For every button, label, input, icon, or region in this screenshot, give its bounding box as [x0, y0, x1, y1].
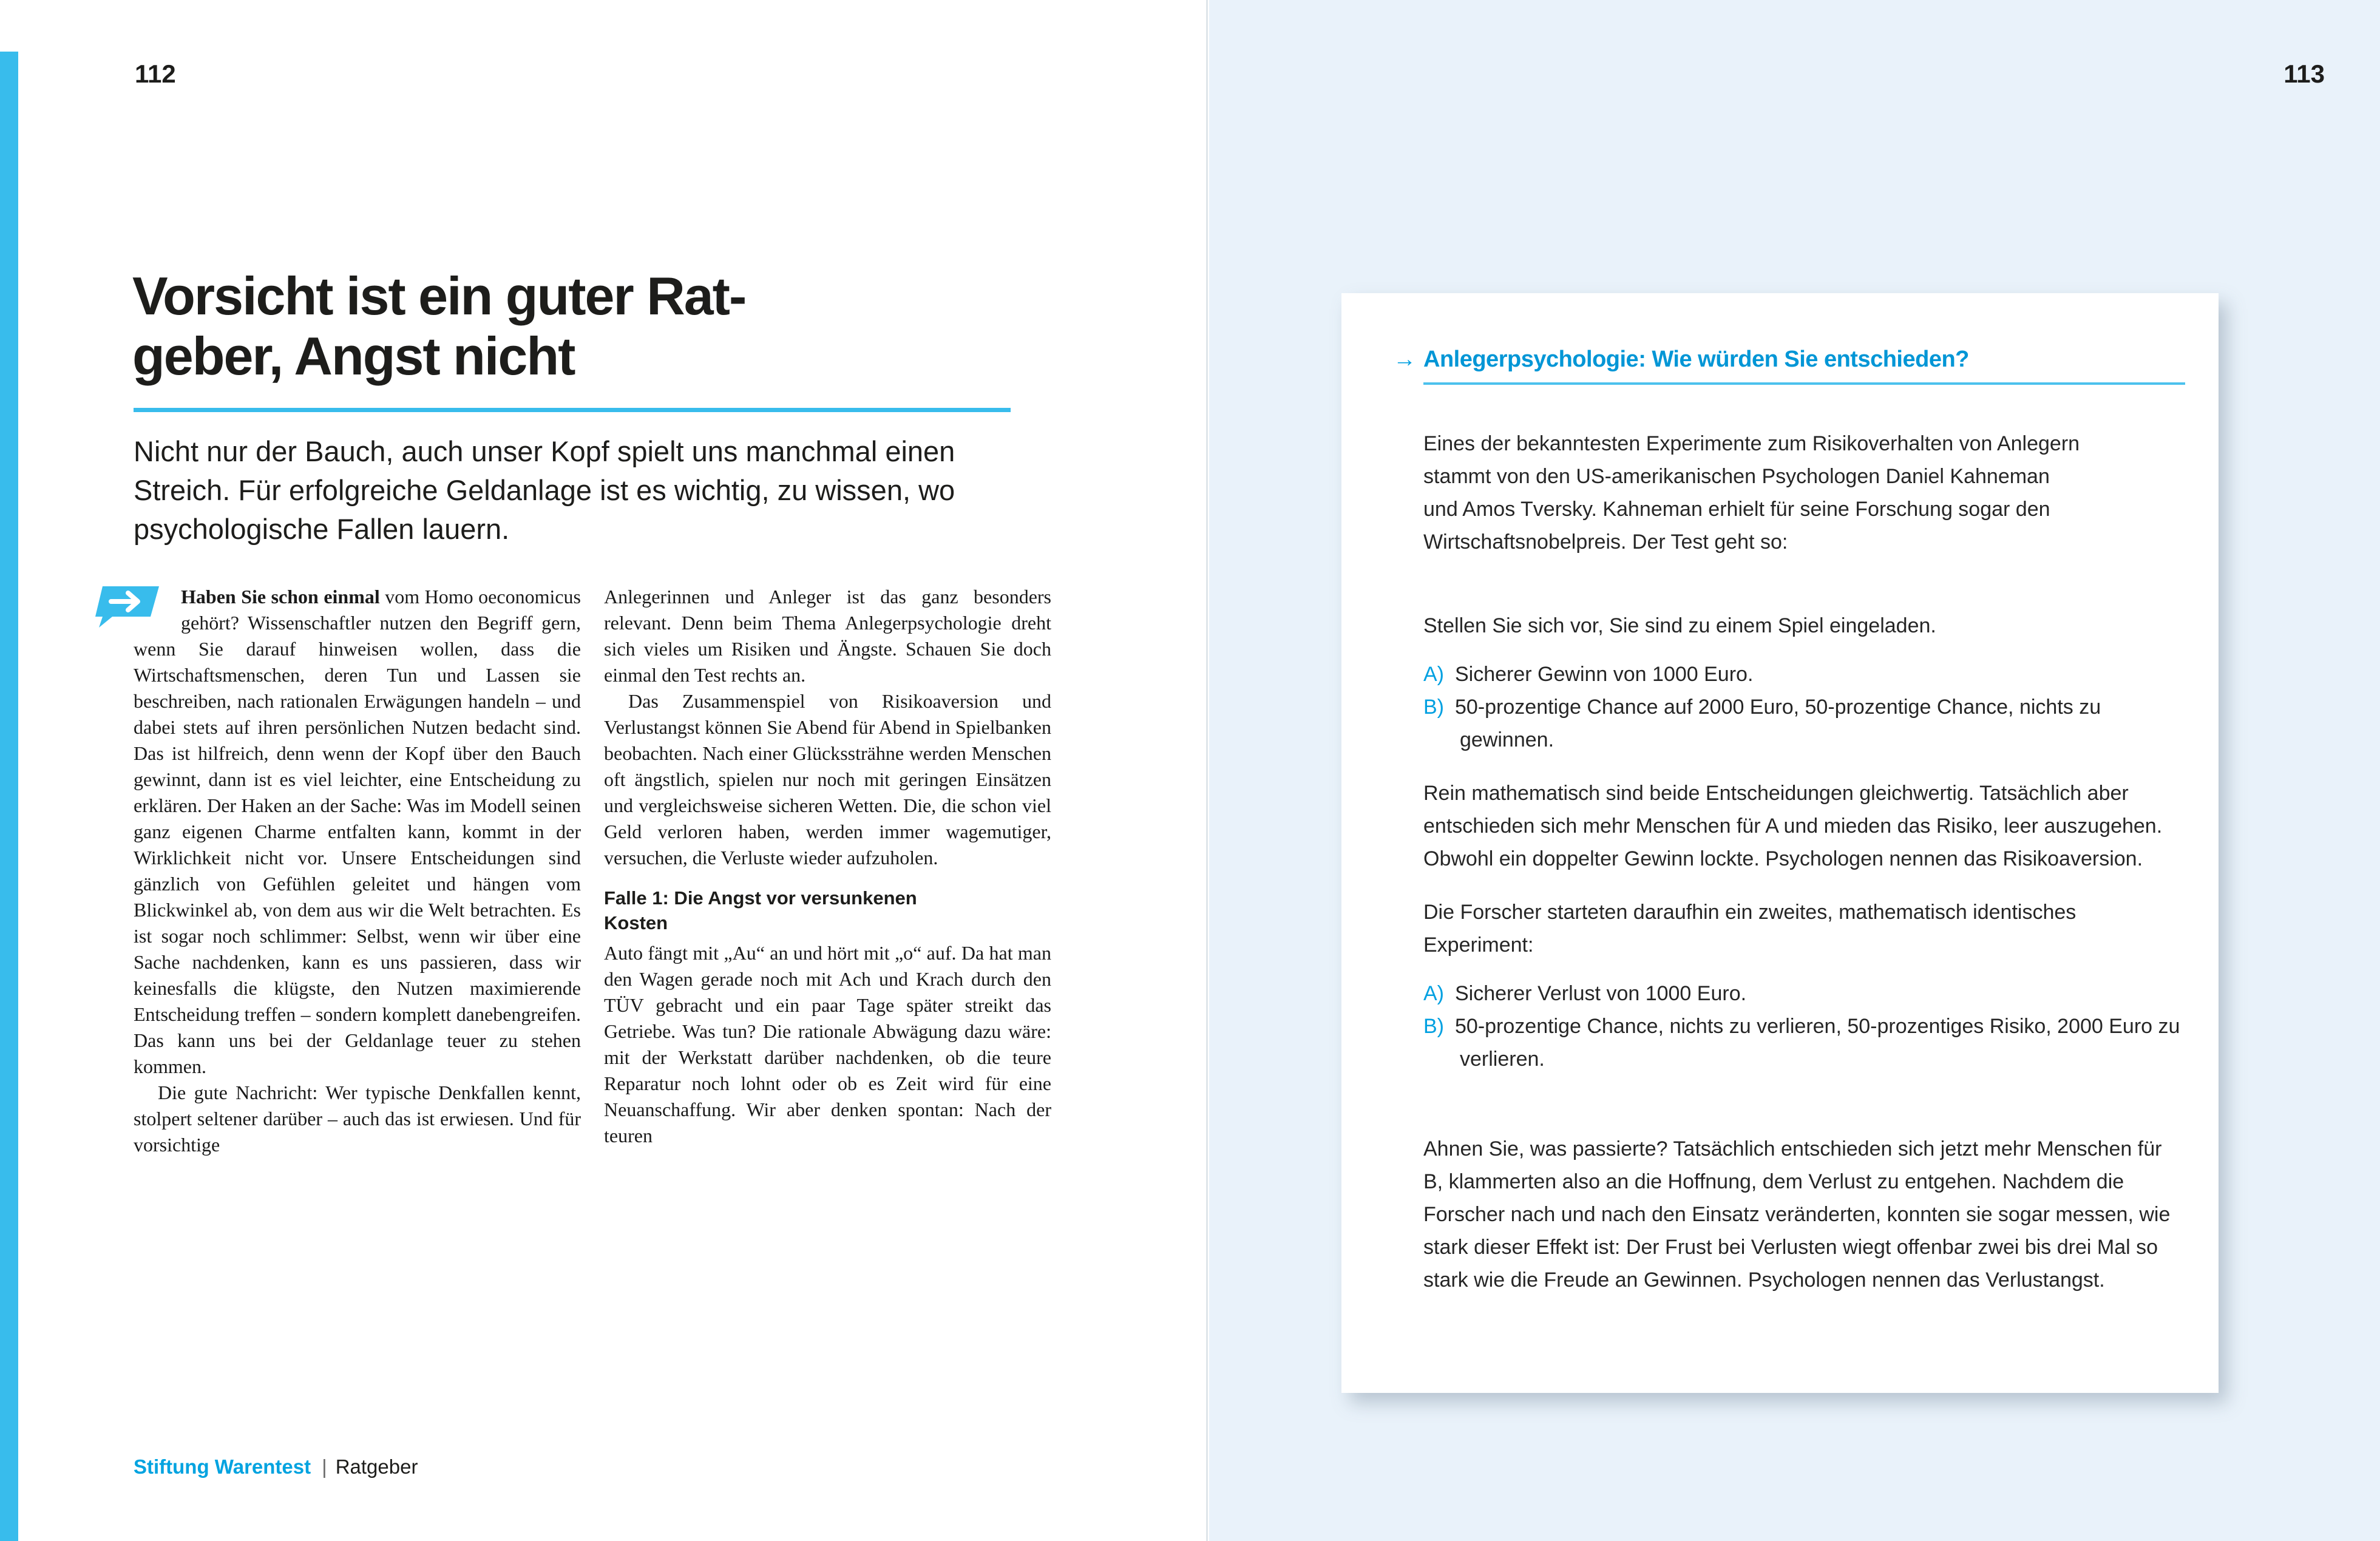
speech-bubble-arrow-icon	[94, 586, 159, 630]
option-b	[1423, 1010, 2185, 1075]
article-title-line-1: Vorsicht ist ein guter Rat-	[132, 266, 746, 326]
paragraph-lead	[134, 584, 581, 1080]
experiment-2-options	[1423, 977, 2185, 1075]
page-number-left: 112	[135, 59, 176, 88]
psychology-test-card	[1341, 293, 2219, 1393]
paragraph: Auto fängt mit „Au“ an und hört mit „o“ auf. Da hat man den Wagen gerade noch mit Ach und Krach durch den TÜV gebracht und ein paar Tage später streikt das Getriebe. Was tun? Die rationale Abwägung dazu wäre: mit der Werkstatt darüber nachdenken, ob die teure Reparatur noch lohnt oder ob es Zeit wird für eine Neuanschaffung. Wir aber denken spontan: Nach der teuren	[604, 942, 1051, 1146]
paragraph: Das Zusammenspiel von Risikoaversion und Verlustangst können Sie Abend für Abend in Spielbanken beobachten. Nach einer Glückssträhne werden Menschen oft ängstlich, spielen nur noch mit geringen Einsätzen und vergleichsweise sicheren Wetten. Die, die schon viel Geld verloren haben, werden immer wagemutiger, versuchen, die Verluste wieder aufzuholen.	[604, 690, 1051, 869]
footer-separator: |	[322, 1455, 327, 1478]
option-b-text: 50-prozentige Chance auf 2000 Euro, 50-prozentige Chance, nichts zu gewinnen.	[1455, 696, 2101, 751]
body-column-2	[604, 584, 1051, 1149]
article-subtitle: Nicht nur der Bauch, auch unser Kopf spielt uns manchmal einen Streich. Für erfolgreiche Geldanlage ist es wichtig, zu wissen, wo psychologische Fallen lauern.	[134, 435, 955, 545]
option-a-text: Sicherer Gewinn von 1000 Euro.	[1455, 663, 1754, 686]
lead-paragraph-text: vom Homo oeconomicus gehört? Wissenschaftler nutzen den Begriff gern, wenn Sie darauf hinweisen wollen, dass die Wirtschaftsmenschen, deren Tun und Lassen sie beschreiben, nach rationalen Erwägungen handeln – und dabei stets auf ihren persönlichen Nutzen bedacht sind. Das ist hilfreich, denn wenn der Kopf über den Bauch gewinnt, dann ist es viel leichter, eine Entscheidung zu erklären. Der Haken an der Sache: Was im Modell seinen ganz eigenen Charme entfalten kann, kommt in der Wirklichkeit nicht vor. Unsere Entscheidungen sind gänzlich von Gefühlen geleitet und hängen vom Blickwinkel ab, von dem aus wir die Welt betrachten. Es ist sogar noch schlimmer: Selbst, wenn wir über eine Sache nachdenken, kann es uns passieren, dass wir keinesfalls die klügste, den Nutzen maximierende Entscheidung treffen – sondern komplett danebengreifen. Das kann uns bei der Geldanlage teuer zu stehen kommen.	[134, 586, 581, 1077]
body-column-1	[134, 584, 581, 1158]
arrow-right-icon: →	[1393, 347, 1416, 372]
section-subheading-line-2: Kosten	[604, 912, 668, 933]
card-intro-paragraph: Eines der bekanntesten Experimente zum Risikoverhalten von Anlegern stammt von den US-amerikanischen Psychologen Daniel Kahneman und Amos Tversky. Kahneman erhielt für seine Forschung sogar den Wirtschaftsnobelpreis. Der Test geht so:	[1423, 432, 2080, 554]
paragraph: Die gute Nachricht: Wer typische Denkfallen kennt, stolpert seltener darüber – auch das ist erwiesen. Und für vorsichtige	[134, 1082, 581, 1156]
card-title: Anlegerpsychologie: Wie würden Sie entschieden?	[1423, 347, 1969, 372]
title-underline-rule	[134, 408, 1011, 412]
card-setup-paragraph-2: Die Forscher starteten daraufhin ein zweites, mathematisch identisches Experiment:	[1423, 901, 2077, 957]
option-a-text: Sicherer Verlust von 1000 Euro.	[1455, 982, 1747, 1005]
card-setup-paragraph: Stellen Sie sich vor, Sie sind zu einem Spiel eingeladen.	[1423, 614, 1936, 637]
option-a-label: A)	[1423, 663, 1444, 686]
section-subheading-line-1: Falle 1: Die Angst vor versunkenen	[604, 887, 917, 909]
paragraph: Anlegerinnen und Anleger ist das ganz besonders relevant. Denn beim Thema Anlegerpsychologie dreht sich vieles um Risiken und Ängste. Schauen Sie doch einmal den Test rechts an.	[604, 586, 1051, 686]
lead-in-bold: Haben Sie schon einmal	[181, 586, 380, 608]
article-title-line-2: geber, Angst nicht	[132, 326, 575, 387]
card-result-paragraph-1: Rein mathematisch sind beide Entscheidungen gleichwertig. Tatsächlich aber entschieden sich mehr Menschen für A und mieden das Risiko, leer auszugehen. Obwohl ein doppelter Gewinn lockte. Psychologen nennen das Risikoaversion.	[1423, 782, 2163, 870]
card-title-row	[1393, 347, 2185, 385]
series-label: Ratgeber	[335, 1455, 418, 1478]
section-subheading	[604, 886, 1051, 935]
page-gutter-divider	[1206, 0, 1208, 1541]
publisher-brand: Stiftung Warentest	[134, 1455, 311, 1478]
option-a-label: A)	[1423, 982, 1444, 1005]
experiment-1-options	[1423, 658, 2185, 756]
option-b-label: B)	[1423, 1015, 1444, 1038]
option-a	[1423, 658, 2185, 691]
article-title	[132, 266, 1079, 387]
page-number-right: 113	[2283, 59, 2325, 88]
option-b-text: 50-prozentige Chance, nichts zu verlieren, 50-prozentiges Risiko, 2000 Euro zu verlieren.	[1455, 1015, 2180, 1071]
option-b	[1423, 691, 2185, 756]
page-footer	[134, 1455, 418, 1478]
card-result-paragraph-2: Ahnen Sie, was passierte? Tatsächlich entschieden sich jetzt mehr Menschen für B, klammerten also an die Hoffnung, dem Verlust zu entgehen. Nachdem die Forscher nach und nach den Einsatz veränderten, konnten sie sogar messen, wie stark dieser Effekt ist: Der Frust bei Verlusten wiegt offenbar zwei bis drei Mal so stark wie die Freude an Gewinnen. Psychologen nennen das Verlustangst.	[1423, 1137, 2171, 1292]
option-b-label: B)	[1423, 696, 1444, 719]
left-accent-bar	[0, 52, 18, 1541]
option-a	[1423, 977, 2185, 1010]
